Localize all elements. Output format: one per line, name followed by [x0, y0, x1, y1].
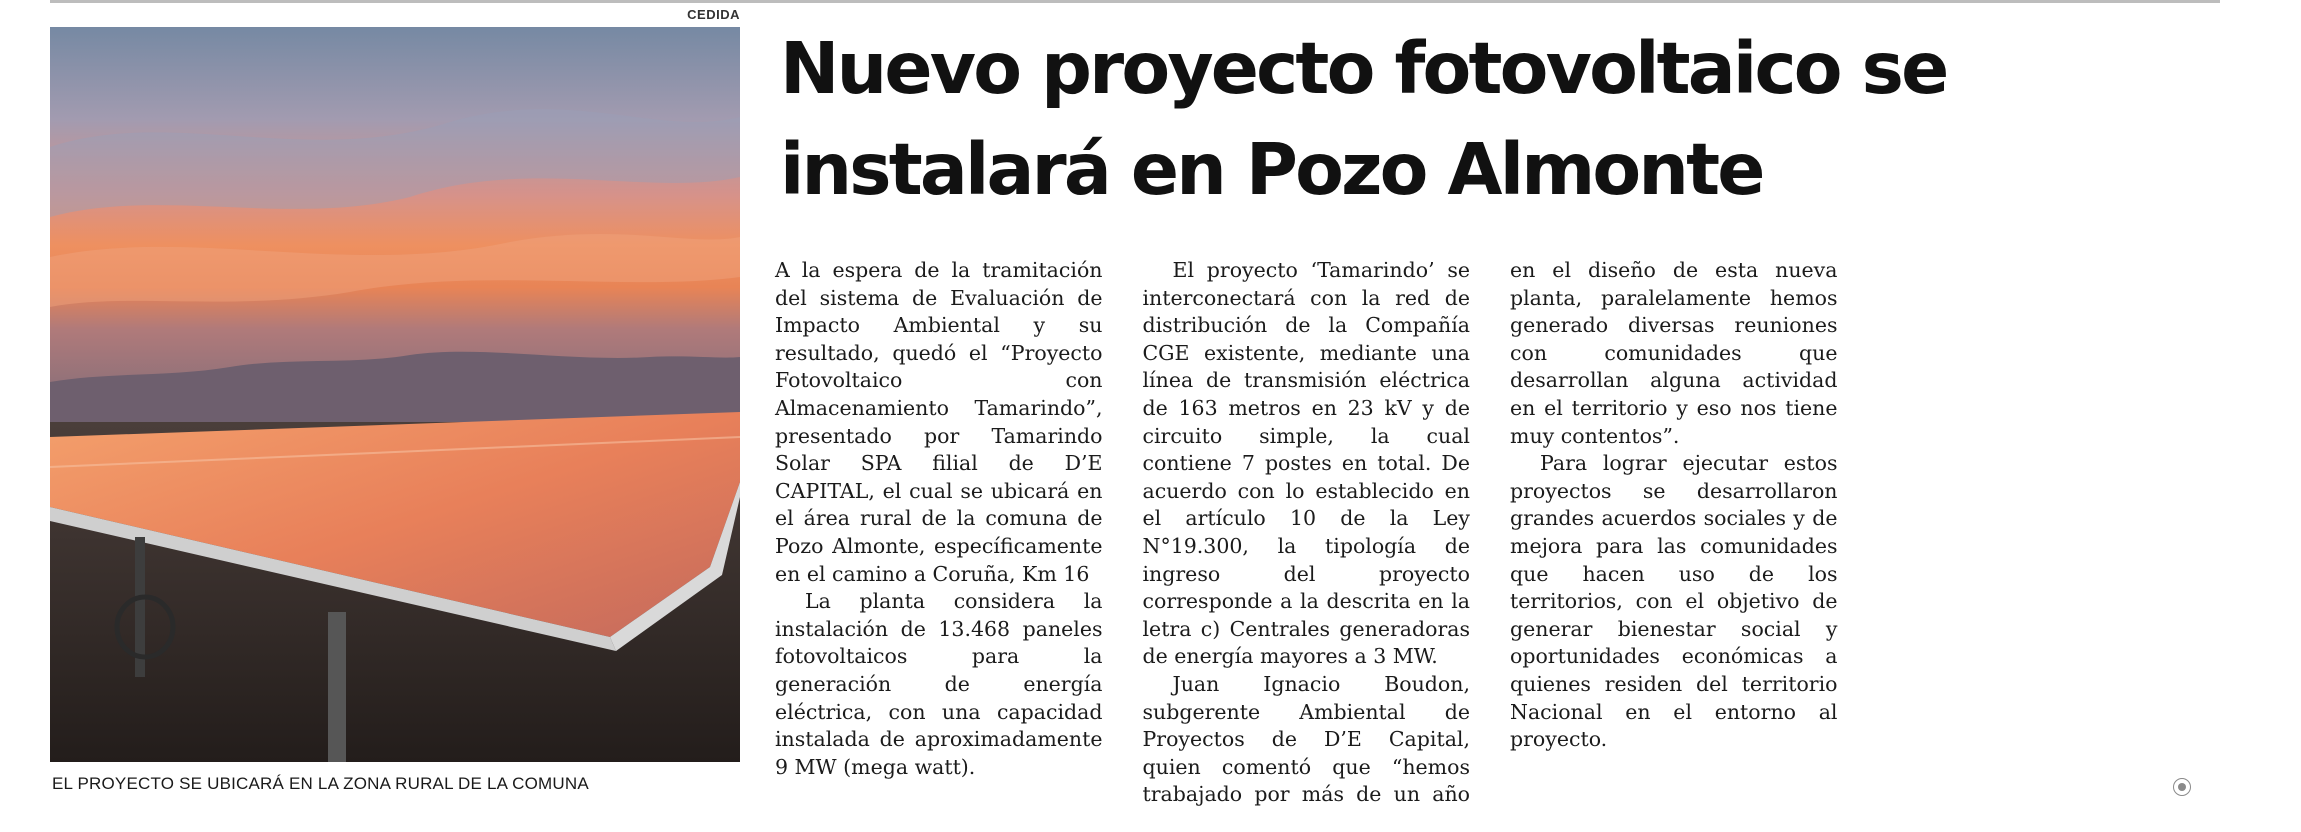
- article-photo: [50, 27, 740, 762]
- photo-caption: EL PROYECTO SE UBICARÁ EN LA ZONA RURAL DE LA COMUNA: [52, 774, 589, 793]
- headline-line-1: Nuevo proyecto fotovoltaico se: [780, 27, 1947, 110]
- end-of-article-icon: [2173, 778, 2191, 796]
- paragraph: La planta considera la instalación de 13.468 paneles fotovoltaicos para la generación de energía eléctrica, con una capacidad instalada de aproximadamente 9 MW (mega watt).: [775, 589, 1103, 779]
- paragraph: Para lograr ejecutar estos proyectos se desarrollaron grandes acuerdos sociales y de mejora para las comunidades que hacen uso de los territorios, con el objetivo de generar bienestar social y oportunidades económicas a quienes residen del territorio Nacional en el entorno al proyecto.: [1510, 451, 1838, 752]
- paragraph: El proyecto ‘Tamarindo’ se interconectará con la red de distribución de la Compañía CGE existente, mediante una línea de transmisión eléctrica de 163 metros en 23 kV y de circuito simple, la cual contiene 7 postes en total. De acuerdo con lo establecido en el artículo 10 de la Ley N°19.300, la tipología de ingreso del proyecto corresponde a la descrita en la letra c) Centrales generadoras de energía mayores a 3 MW.: [1142, 258, 1470, 669]
- top-rule: [50, 0, 2220, 3]
- photo-credit: CEDIDA: [687, 7, 740, 22]
- paragraph: A la espera de la tramitación del sistema de Evaluación de Impacto Ambiental y su resultado, quedó el “Proyecto Fotovoltaico con Almacenamiento Tamarindo”, presentado por Tamarindo Solar SPA filial de D’E CAPITAL, el cual se ubicará en el área rural de la comuna de Pozo Almonte, específicamente en el camino a Coruña, Km 16: [775, 258, 1103, 586]
- article-body: [775, 257, 2205, 809]
- headline-line-2: instalará en Pozo Almonte: [780, 128, 1763, 211]
- paragraph: Juan Ignacio Boudon, subgerente Ambiental de Proyectos de D’E Capital, quien comentó que “hemos trabajado por más de un año en el diseño de esta nueva planta, paralelamente hemos generado diversas reuniones con comunidades que desarrollan alguna actividad en el territorio y eso nos tiene muy contentos”.: [1142, 258, 1838, 807]
- headline: [780, 18, 2160, 220]
